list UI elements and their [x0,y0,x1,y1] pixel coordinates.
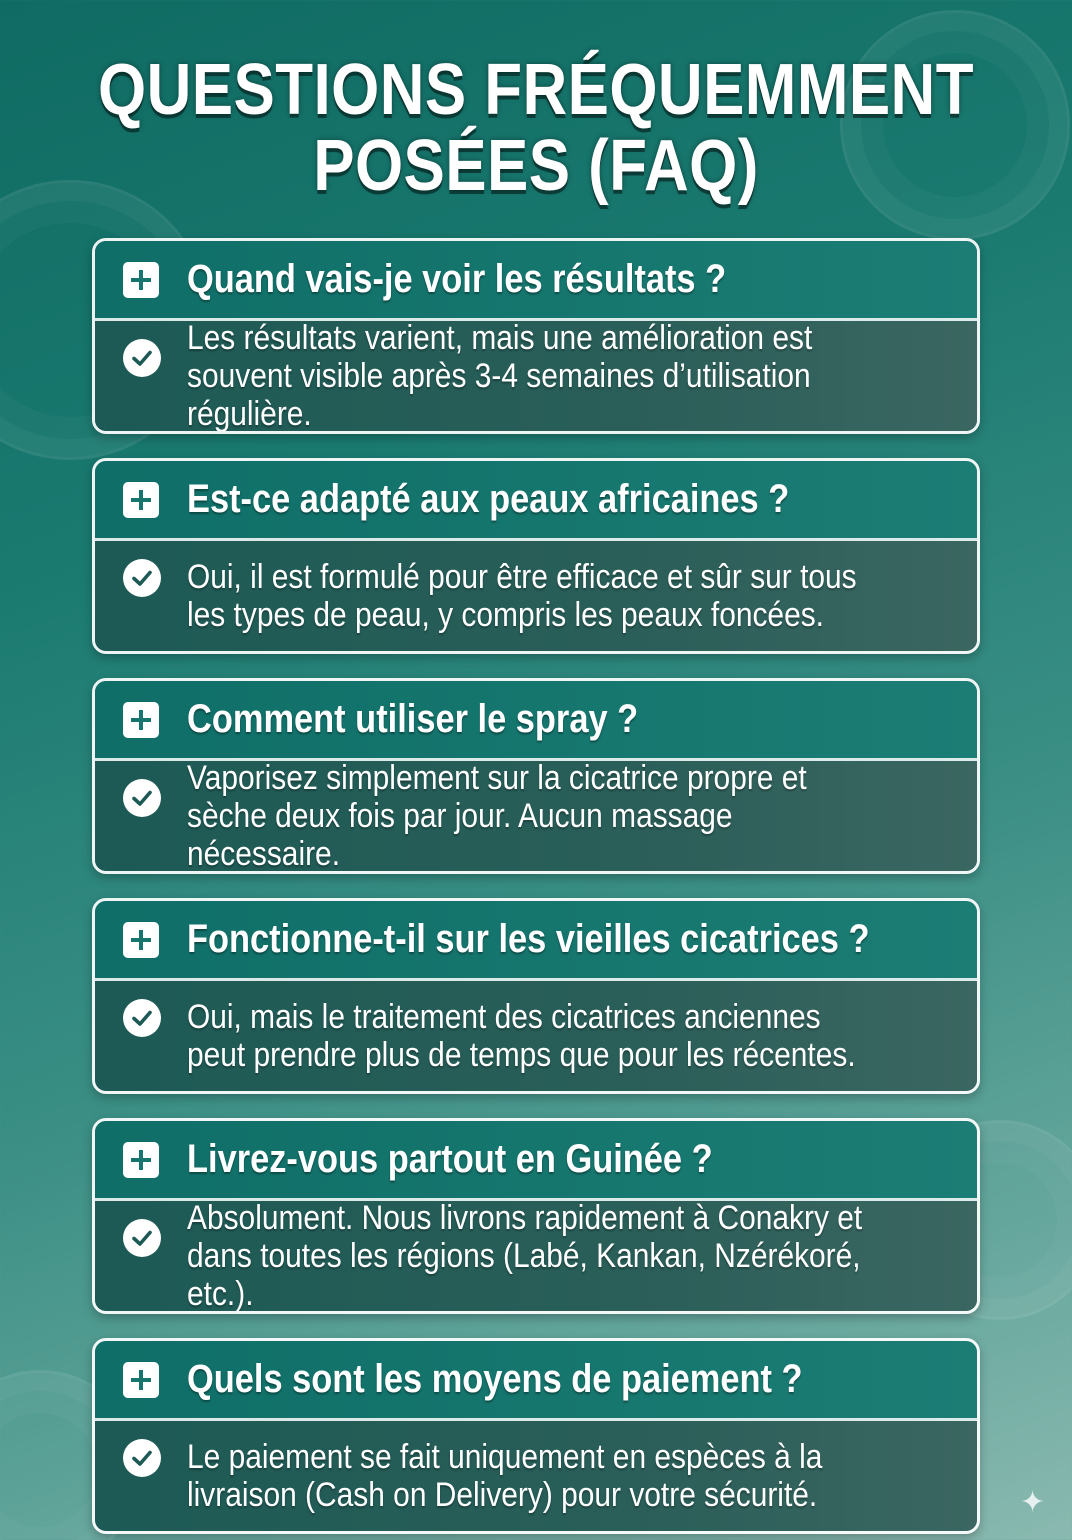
plus-icon[interactable] [123,1362,159,1398]
faq-item [92,1118,980,1314]
faq-answer-text: Oui, il est formulé pour être efficace et sûr sur tous les types de peau, y compris les peaux foncées. [187,558,857,634]
faq-answer [95,541,977,651]
faq-question-text: Quand vais-je voir les résultats ? [187,257,727,301]
plus-icon[interactable] [123,262,159,298]
plus-icon[interactable] [123,1142,159,1178]
check-circle-icon [123,1439,161,1477]
faq-question[interactable] [95,1121,977,1201]
faq-answer-text: Absolument. Nous livrons rapidement à Conakry et dans toutes les régions (Labé, Kankan, Nzérékoré, etc.). [187,1199,863,1313]
faq-item [92,678,980,874]
faq-question[interactable] [95,901,977,981]
faq-item [92,1338,980,1534]
check-circle-icon [123,559,161,597]
faq-question-text: Est-ce adapté aux peaux africaines ? [187,477,790,521]
faq-answer [95,1421,977,1531]
faq-question-text: Fonctionne-t-il sur les vieilles cicatrices ? [187,917,870,961]
faq-question[interactable] [95,241,977,321]
faq-question-text: Quels sont les moyens de paiement ? [187,1357,803,1401]
faq-list [92,238,980,1540]
faq-answer-text: Vaporisez simplement sur la cicatrice propre et sèche deux fois par jour. Aucun massage nécessaire. [187,759,807,873]
sparkle-icon: ✦ [1020,1486,1046,1519]
page-title-line-1: QUESTIONS FRÉQUEMMENT [98,50,974,130]
faq-question[interactable] [95,681,977,761]
check-circle-icon [123,779,161,817]
faq-answer [95,761,977,871]
page-title-line-2: POSÉES (FAQ) [313,126,759,206]
faq-question-text: Livrez-vous partout en Guinée ? [187,1137,713,1181]
faq-question[interactable] [95,461,977,541]
check-circle-icon [123,1219,161,1257]
faq-answer [95,1201,977,1311]
faq-item [92,238,980,434]
faq-answer [95,321,977,431]
faq-answer [95,981,977,1091]
plus-icon[interactable] [123,482,159,518]
faq-question-text: Comment utiliser le spray ? [187,697,639,741]
faq-answer-text: Les résultats varient, mais une amélioration est souvent visible après 3-4 semaines d’utilisation régulière. [187,319,813,433]
check-circle-icon [123,339,161,377]
faq-item [92,898,980,1094]
faq-answer-text: Oui, mais le traitement des cicatrices anciennes peut prendre plus de temps que pour les récentes. [187,998,856,1074]
check-circle-icon [123,999,161,1037]
faq-question[interactable] [95,1341,977,1421]
page-title [75,52,997,204]
faq-item [92,458,980,654]
faq-answer-text: Le paiement se fait uniquement en espèces à la livraison (Cash on Delivery) pour votre sécurité. [187,1438,823,1514]
plus-icon[interactable] [123,702,159,738]
plus-icon[interactable] [123,922,159,958]
